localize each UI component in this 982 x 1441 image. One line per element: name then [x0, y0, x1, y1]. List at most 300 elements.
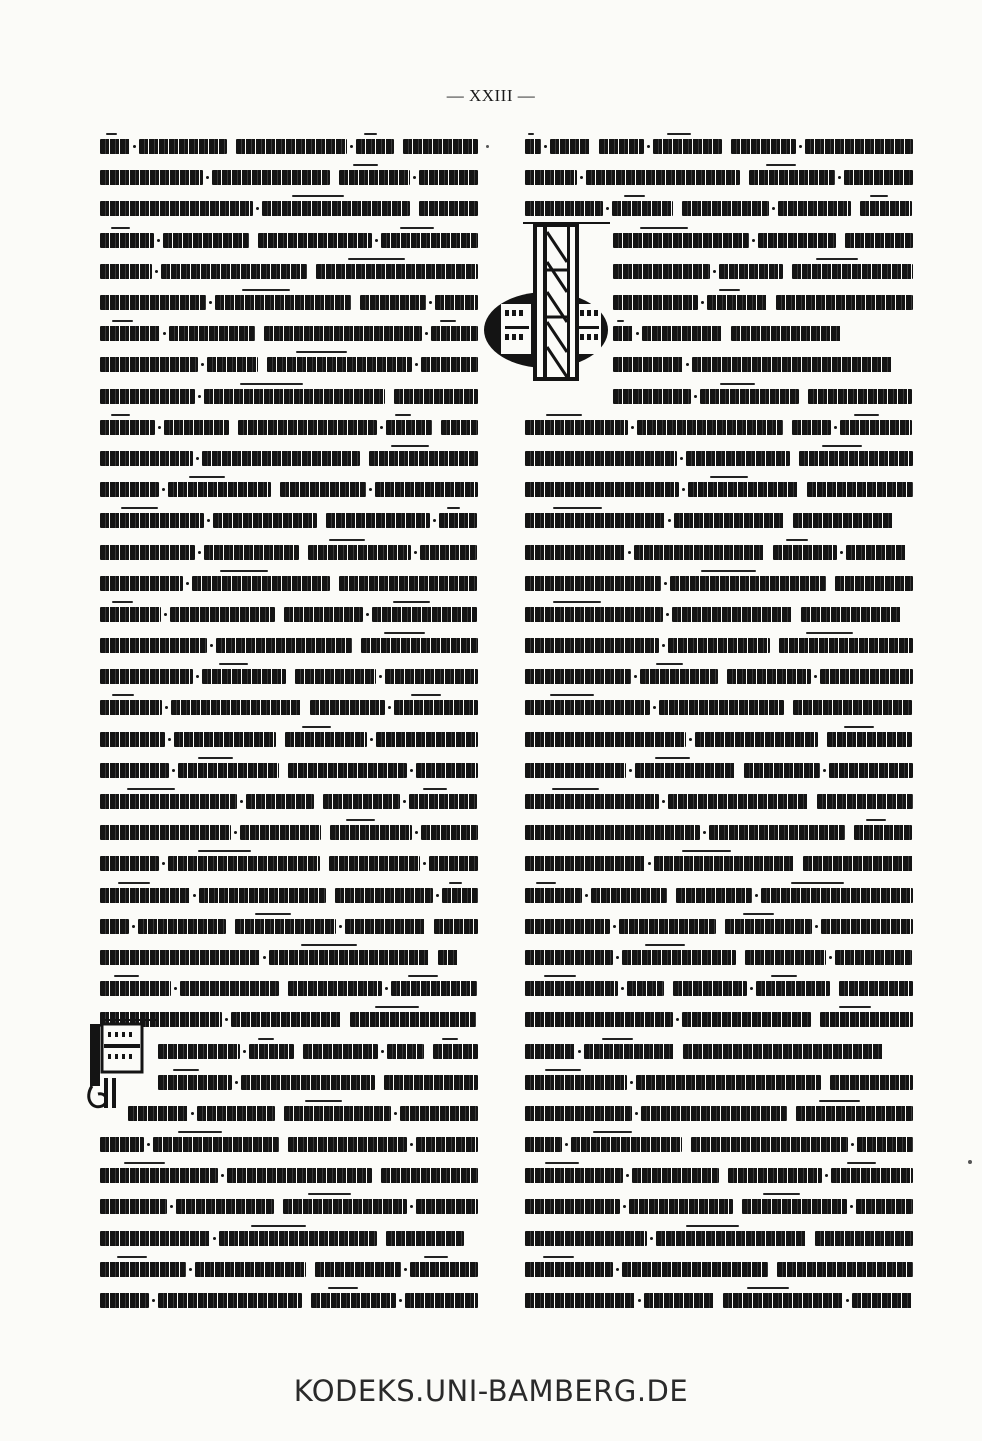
glagolitic-word: [525, 1262, 613, 1277]
glagolitic-word: [204, 389, 385, 404]
manuscript-line: [525, 412, 913, 443]
glagolitic-word: [416, 1199, 478, 1214]
glagolitic-word: [439, 513, 477, 528]
glagolitic-word: [525, 170, 577, 185]
titlo-mark: [328, 1287, 358, 1289]
titlo-mark: [854, 414, 879, 416]
manuscript-line: [100, 973, 478, 1004]
glagolitic-word: [686, 451, 790, 466]
titlo-mark: [189, 476, 225, 478]
manuscript-line: [525, 942, 913, 973]
glagolitic-word: [100, 607, 161, 622]
titlo-mark: [847, 1162, 876, 1164]
glagolitic-word: [629, 1199, 734, 1214]
glagolitic-word: [240, 825, 322, 840]
glagolitic-word: [163, 233, 249, 248]
manuscript-line: [525, 880, 913, 911]
titlo-mark: [819, 1100, 860, 1102]
titlo-mark: [766, 164, 796, 166]
titlo-mark: [447, 507, 460, 509]
glagolitic-word: [654, 856, 794, 871]
glagolitic-word: [773, 545, 837, 560]
titlo-mark: [763, 1193, 800, 1195]
glagolitic-word: [591, 888, 667, 903]
glagolitic-word: [369, 451, 478, 466]
glagolitic-word: [409, 794, 477, 809]
titlo-mark: [545, 1069, 581, 1071]
glagolitic-word: [525, 794, 659, 809]
glagolitic-word: [100, 513, 204, 528]
glagolitic-word: [326, 513, 430, 528]
glagolitic-word: [683, 1044, 883, 1059]
glagolitic-word: [158, 1293, 302, 1308]
manuscript-line: [100, 131, 478, 162]
glagolitic-word: [410, 1262, 478, 1277]
titlo-mark: [384, 632, 425, 634]
glagolitic-word: [323, 794, 400, 809]
manuscript-line: [100, 880, 478, 911]
titlo-mark: [393, 601, 430, 603]
manuscript-line: [100, 911, 478, 942]
titlo-mark: [348, 258, 405, 260]
manuscript-line: [525, 1004, 913, 1035]
glagolitic-word: [525, 201, 603, 216]
glagolitic-word: [216, 638, 352, 653]
left-column: [100, 131, 478, 1316]
glagolitic-word: [525, 545, 625, 560]
glagolitic-word: [525, 856, 645, 871]
glagolitic-word: [793, 700, 912, 715]
glagolitic-word: [434, 919, 478, 934]
glagolitic-word: [329, 856, 420, 871]
glagolitic-word: [856, 1199, 913, 1214]
glagolitic-word: [100, 981, 171, 996]
glagolitic-word: [835, 576, 913, 591]
glagolitic-word: [636, 1075, 821, 1090]
glagolitic-word: [525, 638, 659, 653]
titlo-mark: [173, 1069, 199, 1071]
glagolitic-word: [100, 576, 183, 591]
glagolitic-word: [345, 919, 425, 934]
glagolitic-word: [405, 1293, 478, 1308]
glagolitic-word: [376, 732, 478, 747]
titlo-mark: [747, 1287, 789, 1289]
glagolitic-word: [153, 1137, 279, 1152]
titlo-mark: [112, 694, 134, 696]
glagolitic-word: [202, 451, 360, 466]
manuscript-line: [525, 724, 913, 755]
manuscript-line: [100, 318, 478, 349]
glagolitic-word: [394, 700, 478, 715]
glagolitic-word: [284, 607, 363, 622]
glagolitic-word: [330, 825, 412, 840]
titlo-mark: [655, 757, 690, 759]
glagolitic-word: [169, 326, 255, 341]
titlo-mark: [701, 570, 756, 572]
glagolitic-word: [777, 1262, 913, 1277]
titlo-mark: [640, 227, 688, 229]
glagolitic-word: [525, 1231, 647, 1246]
glagolitic-word: [525, 1137, 562, 1152]
glagolitic-word: [100, 482, 159, 497]
titlo-mark: [440, 320, 456, 322]
manuscript-line: [525, 973, 913, 1004]
glagolitic-word: [700, 389, 799, 404]
glagolitic-word: [100, 856, 159, 871]
glagolitic-word: [525, 1106, 632, 1121]
manuscript-line: [525, 630, 913, 661]
titlo-mark: [424, 1256, 448, 1258]
glagolitic-word: [394, 389, 478, 404]
glagolitic-word: [420, 545, 477, 560]
titlo-mark: [117, 1256, 147, 1258]
glagolitic-word: [758, 233, 836, 248]
manuscript-line: [100, 256, 478, 287]
glagolitic-word: [238, 420, 377, 435]
glagolitic-word: [381, 1168, 478, 1183]
manuscript-line: [100, 692, 478, 723]
manuscript-line: [525, 443, 913, 474]
glagolitic-word: [400, 1106, 478, 1121]
glagolitic-word: [525, 825, 700, 840]
glagolitic-word: [613, 326, 633, 341]
titlo-mark: [305, 1100, 342, 1102]
manuscript-line: [525, 1160, 913, 1191]
glagolitic-word: [100, 919, 129, 934]
glagolitic-word: [249, 1044, 294, 1059]
glagolitic-word: [429, 856, 478, 871]
titlo-mark: [719, 289, 740, 291]
glagolitic-word: [100, 1262, 186, 1277]
manuscript-line: [525, 1285, 913, 1316]
glagolitic-word: [202, 669, 286, 684]
decorated-initial-right: [483, 222, 610, 382]
glagolitic-word: [525, 482, 679, 497]
glagolitic-word: [525, 1293, 635, 1308]
manuscript-line: [100, 568, 478, 599]
manuscript-line: [525, 1067, 913, 1098]
glagolitic-word: [796, 1106, 913, 1121]
glagolitic-word: [100, 420, 155, 435]
glagolitic-word: [808, 389, 912, 404]
manuscript-line: [100, 1285, 478, 1316]
glagolitic-word: [442, 888, 478, 903]
glagolitic-word: [731, 139, 796, 154]
glagolitic-word: [100, 389, 195, 404]
glagolitic-word: [384, 1075, 478, 1090]
glagolitic-word: [525, 1168, 623, 1183]
titlo-mark: [198, 757, 233, 759]
glagolitic-word: [695, 732, 818, 747]
glagolitic-word: [236, 139, 347, 154]
glagolitic-word: [170, 607, 275, 622]
glagolitic-word: [731, 326, 841, 341]
manuscript-line: [525, 131, 913, 162]
titlo-mark: [743, 913, 774, 915]
manuscript-line: [100, 162, 478, 193]
glagolitic-word: [525, 700, 650, 715]
manuscript-line: [525, 1223, 913, 1254]
glagolitic-word: [619, 919, 716, 934]
page-number: — XXIII —: [446, 86, 536, 105]
glagolitic-word: [632, 1168, 720, 1183]
titlo-mark: [791, 882, 844, 884]
titlo-mark: [127, 788, 175, 790]
manuscript-line: [100, 942, 478, 973]
titlo-mark: [111, 414, 130, 416]
glagolitic-word: [100, 950, 260, 965]
titlo-mark: [308, 1193, 351, 1195]
glagolitic-word: [139, 139, 227, 154]
glagolitic-word: [386, 1231, 464, 1246]
titlo-mark: [553, 507, 602, 509]
glagolitic-word: [419, 201, 478, 216]
glagolitic-word: [288, 763, 407, 778]
glagolitic-word: [158, 1075, 232, 1090]
manuscript-line: [525, 1129, 913, 1160]
manuscript-line: [100, 817, 478, 848]
glagolitic-word: [792, 420, 831, 435]
titlo-mark: [536, 882, 556, 884]
glagolitic-word: [723, 1293, 843, 1308]
glagolitic-word: [854, 825, 912, 840]
scan-speck: [486, 145, 489, 148]
glagolitic-word: [830, 1075, 913, 1090]
titlo-mark: [682, 850, 731, 852]
glagolitic-word: [525, 1012, 673, 1027]
titlo-mark: [178, 1131, 222, 1133]
glagolitic-word: [419, 170, 478, 185]
glagolitic-word: [386, 420, 432, 435]
glagolitic-word: [360, 295, 426, 310]
glagolitic-word: [213, 513, 317, 528]
manuscript-line: [525, 1035, 913, 1066]
glagolitic-word: [431, 326, 478, 341]
titlo-mark: [552, 788, 599, 790]
glagolitic-word: [799, 451, 913, 466]
glagolitic-word: [168, 482, 271, 497]
glagolitic-word: [821, 919, 913, 934]
titlo-mark: [301, 944, 357, 946]
manuscript-line: [525, 162, 913, 193]
titlo-mark: [121, 507, 158, 509]
glagolitic-word: [100, 295, 206, 310]
manuscript-line: [525, 692, 913, 723]
glagolitic-word: [264, 326, 423, 341]
glagolitic-word: [627, 981, 664, 996]
glagolitic-word: [550, 139, 590, 154]
glagolitic-word: [857, 1137, 913, 1152]
manuscript-line: [100, 193, 478, 224]
glagolitic-word: [641, 1106, 787, 1121]
glagolitic-word: [745, 950, 826, 965]
watermark: KODEKS.UNI-BAMBERG.DE: [293, 1374, 689, 1408]
manuscript-line: [525, 568, 913, 599]
glagolitic-word: [100, 357, 198, 372]
manuscript-line: [525, 505, 913, 536]
glagolitic-word: [161, 264, 307, 279]
manuscript-line: [100, 349, 478, 380]
manuscript-line: [525, 1191, 913, 1222]
glagolitic-word: [640, 669, 718, 684]
glagolitic-word: [778, 201, 851, 216]
glagolitic-word: [199, 888, 326, 903]
glagolitic-word: [792, 264, 913, 279]
glagolitic-word: [403, 139, 478, 154]
glagolitic-word: [807, 482, 913, 497]
glagolitic-word: [525, 513, 665, 528]
glagolitic-word: [820, 1012, 913, 1027]
glagolitic-word: [385, 669, 478, 684]
glagolitic-word: [668, 794, 808, 809]
titlo-mark: [258, 1038, 274, 1040]
glagolitic-word: [525, 1075, 627, 1090]
glagolitic-word: [820, 669, 913, 684]
titlo-mark: [656, 663, 683, 665]
glagolitic-word: [100, 1293, 149, 1308]
glagolitic-word: [613, 295, 698, 310]
manuscript-line: [100, 755, 478, 786]
glagolitic-word: [761, 888, 913, 903]
titlo-mark: [544, 975, 576, 977]
glagolitic-word: [350, 1012, 476, 1027]
manuscript-line: [100, 474, 478, 505]
glagolitic-word: [387, 1044, 424, 1059]
glagolitic-word: [612, 201, 673, 216]
manuscript-line: [100, 1160, 478, 1191]
glagolitic-word: [316, 264, 478, 279]
glagolitic-word: [613, 264, 710, 279]
titlo-mark: [870, 195, 888, 197]
glagolitic-word: [100, 638, 207, 653]
glagolitic-word: [416, 1137, 478, 1152]
manuscript-line: [100, 412, 478, 443]
titlo-mark: [816, 258, 858, 260]
glagolitic-word: [258, 233, 372, 248]
glagolitic-word: [227, 1168, 372, 1183]
glagolitic-word: [100, 1231, 210, 1246]
titlo-mark: [423, 788, 447, 790]
glagolitic-word: [525, 919, 610, 934]
titlo-mark: [375, 1006, 419, 1008]
glagolitic-word: [682, 201, 769, 216]
glagolitic-word: [845, 233, 913, 248]
glagolitic-word: [749, 170, 835, 185]
glagolitic-word: [586, 170, 741, 185]
titlo-mark: [114, 975, 139, 977]
glagolitic-word: [100, 326, 160, 341]
glagolitic-word: [642, 326, 722, 341]
glagolitic-word: [339, 576, 477, 591]
glagolitic-word: [361, 638, 478, 653]
titlo-mark: [112, 601, 133, 603]
titlo-mark: [111, 227, 130, 229]
titlo-mark: [546, 414, 582, 416]
glagolitic-word: [246, 794, 314, 809]
manuscript-line: [525, 786, 913, 817]
glagolitic-word: [815, 1231, 913, 1246]
glagolitic-word: [100, 233, 154, 248]
glagolitic-word: [435, 295, 478, 310]
titlo-mark: [710, 476, 748, 478]
glagolitic-word: [100, 669, 193, 684]
glagolitic-word: [421, 357, 478, 372]
manuscript-line: [525, 817, 913, 848]
titlo-mark: [593, 1131, 632, 1133]
glagolitic-word: [100, 545, 195, 560]
glagolitic-word: [219, 1231, 377, 1246]
manuscript-line: [100, 661, 478, 692]
glagolitic-word: [707, 295, 767, 310]
titlo-mark: [364, 133, 377, 135]
glagolitic-word: [180, 981, 279, 996]
glagolitic-word: [688, 482, 798, 497]
titlo-mark: [771, 975, 797, 977]
glagolitic-word: [235, 919, 337, 934]
glagolitic-word: [207, 357, 258, 372]
glagolitic-word: [138, 919, 226, 934]
titlo-mark: [106, 133, 117, 135]
glagolitic-word: [311, 1293, 396, 1308]
glagolitic-word: [178, 763, 279, 778]
glagolitic-word: [267, 357, 413, 372]
titlo-mark: [839, 1006, 871, 1008]
glagolitic-word: [756, 981, 830, 996]
glagolitic-word: [728, 1168, 822, 1183]
titlo-mark: [400, 227, 434, 229]
glagolitic-word: [100, 888, 190, 903]
glagolitic-word: [525, 420, 628, 435]
titlo-mark: [866, 819, 886, 821]
titlo-mark: [395, 414, 411, 416]
glagolitic-word: [197, 1106, 275, 1121]
ornament-icon: [483, 222, 610, 382]
glagolitic-word: [674, 513, 784, 528]
glagolitic-word: [100, 451, 193, 466]
titlo-mark: [255, 913, 291, 915]
glagolitic-word: [171, 700, 301, 715]
glagolitic-word: [668, 638, 770, 653]
glagolitic-word: [204, 545, 299, 560]
titlo-mark: [329, 539, 365, 541]
glagolitic-word: [599, 139, 644, 154]
manuscript-line: [525, 911, 913, 942]
glagolitic-word: [719, 264, 783, 279]
glagolitic-word: [653, 139, 722, 154]
glagolitic-word: [613, 233, 749, 248]
glagolitic-word: [860, 201, 912, 216]
glagolitic-word: [525, 451, 677, 466]
titlo-mark: [720, 383, 755, 385]
titlo-mark: [408, 975, 438, 977]
glagolitic-word: [525, 981, 618, 996]
manuscript-line: [100, 786, 478, 817]
glagolitic-word: [212, 170, 331, 185]
titlo-mark: [844, 726, 874, 728]
glagolitic-word: [840, 420, 912, 435]
titlo-mark: [786, 539, 808, 541]
glagolitic-word: [673, 981, 747, 996]
glagolitic-word: [776, 295, 913, 310]
glagolitic-word: [844, 170, 913, 185]
manuscript-line: [525, 536, 913, 567]
manuscript-line: [525, 1098, 913, 1129]
glagolitic-word: [835, 950, 912, 965]
glagolitic-word: [372, 607, 477, 622]
titlo-mark: [686, 1225, 739, 1227]
titlo-mark: [449, 882, 462, 884]
glagolitic-word: [779, 638, 913, 653]
